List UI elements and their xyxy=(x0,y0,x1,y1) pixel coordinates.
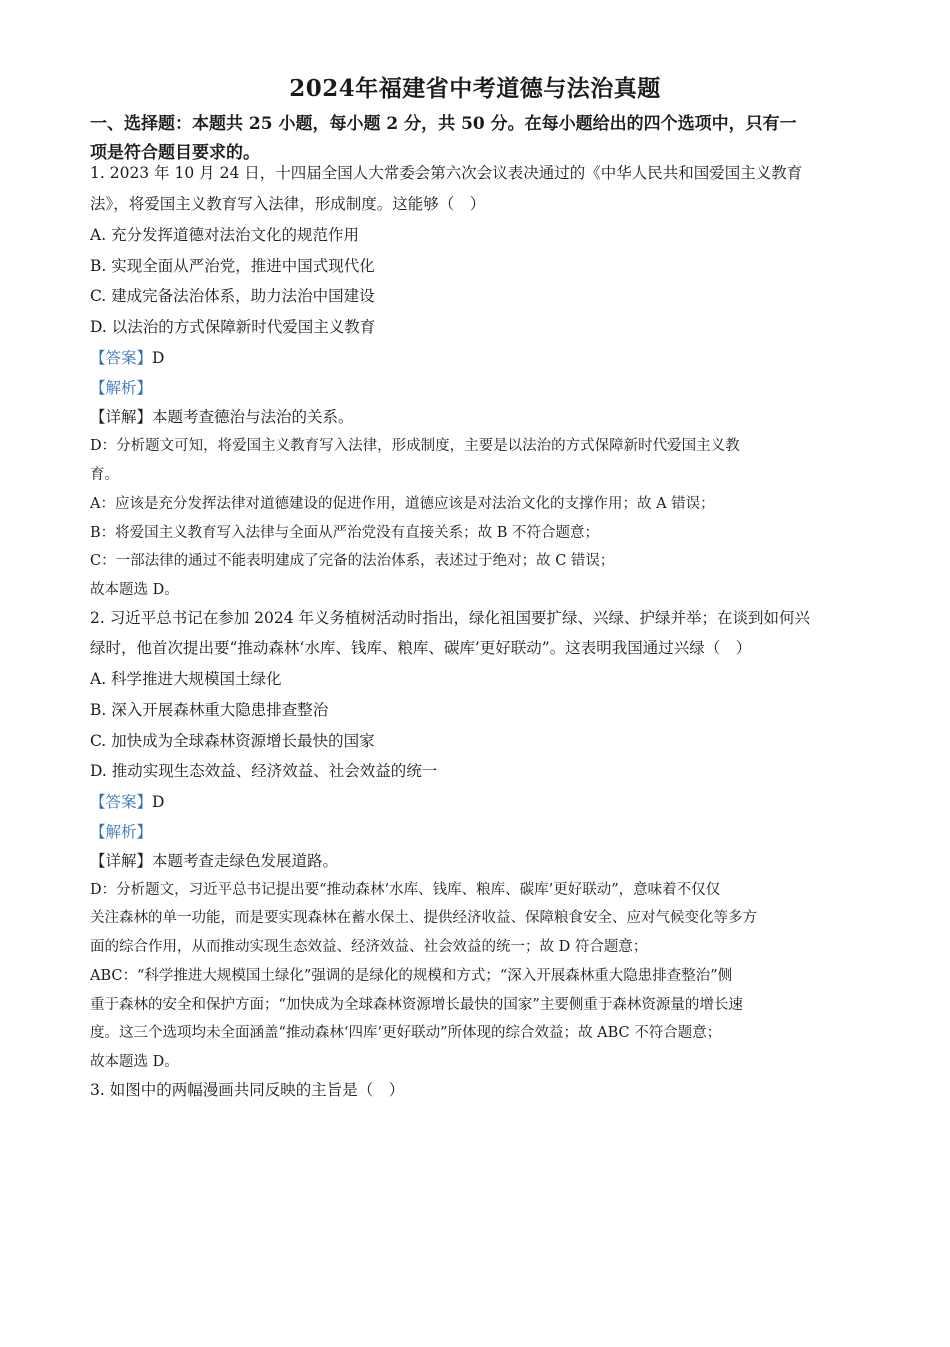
section-heading xyxy=(90,110,865,168)
answer-tag: 【答案】 xyxy=(90,793,153,811)
q3-stem: 3. 如图中的两幅漫画共同反映的主旨是（ ） xyxy=(90,1081,405,1099)
analysis-tag: 【解析】 xyxy=(90,379,153,397)
detail-text: 本题考查走绿色发展道路。 xyxy=(152,852,339,870)
q1-explanation-line-2: 育。 xyxy=(90,467,119,483)
answer-value: D xyxy=(152,793,165,811)
analysis-tag: 【解析】 xyxy=(90,823,153,841)
detail-tag: 【详解】 xyxy=(90,852,153,870)
q1-answer xyxy=(90,347,865,369)
q2-option-b: B. 深入开展森林重大隐患排查整治 xyxy=(90,701,329,719)
q1-analysis xyxy=(90,377,865,399)
q1-explanation-line-6: 故本题选 D。 xyxy=(90,582,179,598)
section-heading-line-1: 一、选择题：本题共 25 小题，每小题 2 分，共 50 分。在每小题给出的四个选项中，只有一 xyxy=(90,114,797,134)
q2-stem-line-1: 2. 习近平总书记在参加 2024 年义务植树活动时指出，绿化祖国要扩绿、兴绿、护绿并举；在谈到如何兴 xyxy=(90,609,811,627)
q1-option-d: D. 以法治的方式保障新时代爱国主义教育 xyxy=(90,318,376,336)
q1-explanation-line-3: A：应该是充分发挥法律对道德建设的促进作用，道德应该是对法治文化的支撑作用；故 A 错误； xyxy=(90,496,715,512)
q1-stem-line-2: 法》，将爱国主义教育写入法律，形成制度。这能够（ ） xyxy=(90,195,486,213)
q1-explanation-line-4: B：将爱国主义教育写入法律与全面从严治党没有直接关系；故 B 不符合题意； xyxy=(90,525,600,541)
q2-option-a: A. 科学推进大规模国土绿化 xyxy=(90,670,282,688)
detail-tag: 【详解】 xyxy=(90,408,153,426)
q2-option-c: C. 加快成为全球森林资源增长最快的国家 xyxy=(90,732,375,750)
q1-stem-line-1: 1. 2023 年 10 月 24 日，十四届全国人大常委会第六次会议表决通过的《中华人民共和国爱国主义教育 xyxy=(90,164,803,182)
q1-detail xyxy=(90,406,865,428)
q1-explanation-line-1: D：分析题文可知，将爱国主义教育写入法律，形成制度，主要是以法治的方式保障新时代爱国主义教 xyxy=(90,438,740,454)
q2-stem-line-2: 绿时，他首次提出要“推动森林‘水库、钱库、粮库、碳库’更好联动”。这表明我国通过兴绿（ ） xyxy=(90,639,752,657)
q2-explanation-line-2: 关注森林的单一功能，而是要实现森林在蓄水保土、提供经济收益、保障粮食安全、应对气候变化等多方 xyxy=(90,910,757,926)
q2-explanation-line-5: 重于森林的安全和保护方面；“加快成为全球森林资源增长最快的国家”主要侧重于森林资源量的增长速 xyxy=(90,997,743,1013)
answer-tag: 【答案】 xyxy=(90,349,153,367)
q1-option-c: C. 建成完备法治体系，助力法治中国建设 xyxy=(90,287,375,305)
section-heading-line-2: 项是符合题目要求的。 xyxy=(90,143,260,163)
q1-explanation-line-5: C：一部法律的通过不能表明建成了完备的法治体系，表述过于绝对；故 C 错误； xyxy=(90,553,615,569)
answer-value: D xyxy=(152,349,165,367)
detail-text: 本题考查德治与法治的关系。 xyxy=(152,408,354,426)
q2-explanation-line-3: 面的综合作用，从而推动实现生态效益、经济效益、社会效益的统一；故 D 符合题意； xyxy=(90,939,648,955)
q2-explanation-line-6: 度。这三个选项均未全面涵盖“推动森林‘四库’更好联动”所体现的综合效益；故 ABC 不符合题意； xyxy=(90,1025,722,1041)
q2-explanation-line-1: D：分析题文，习近平总书记提出要“推动森林‘水库、钱库、粮库、碳库’更好联动”，意味着不仅仅 xyxy=(90,882,721,898)
q2-option-d: D. 推动实现生态效益、经济效益、社会效益的统一 xyxy=(90,762,438,780)
q2-answer xyxy=(90,791,865,813)
q2-explanation-line-7: 故本题选 D。 xyxy=(90,1054,179,1070)
q2-detail xyxy=(90,850,865,872)
q2-explanation-line-4: ABC：“科学推进大规模国土绿化”强调的是绿化的规模和方式；“深入开展森林重大隐患排查整治”侧 xyxy=(90,968,733,984)
q1-option-b: B. 实现全面从严治党，推进中国式现代化 xyxy=(90,257,375,275)
page-title: 2024年福建省中考道德与法治真题 xyxy=(289,75,661,102)
q2-analysis xyxy=(90,821,865,843)
q1-option-a: A. 充分发挥道德对法治文化的规范作用 xyxy=(90,226,360,244)
